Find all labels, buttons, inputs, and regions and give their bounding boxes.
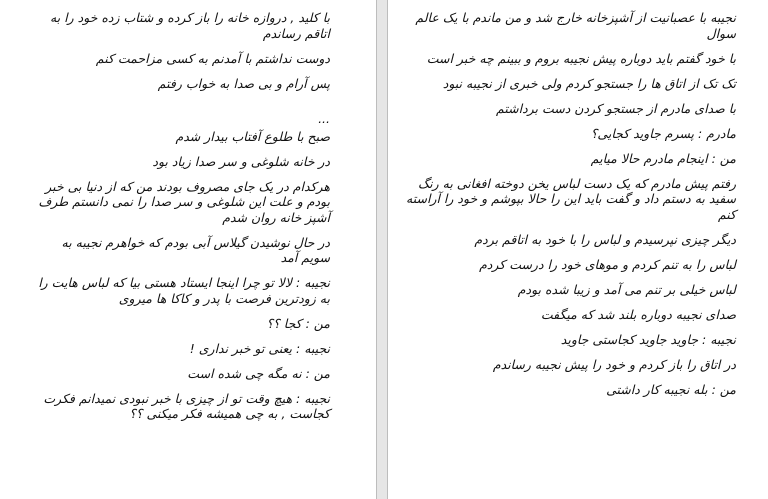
paragraph: لباس را به تنم کردم و موهای خود را درست کردم	[479, 256, 736, 272]
paragraph: نجیبه : یعنی تو خبر نداری !	[189, 340, 330, 356]
paragraph: با کلید , دروازه خانه را باز کرده و شتاب زده خود را به اتاقم رساندم	[50, 10, 330, 41]
paragraph: نجیبه : لالا تو چرا اینجا ایستاد هستی بیا که لباس هایت را به زودترین فرصت با پدر و کاکا ها میروی	[38, 275, 330, 306]
paragraph: من : بله نجیبه کار داشتی	[606, 381, 736, 397]
paragraph: من : کجا ؟؟	[266, 315, 330, 331]
paragraph: با خود گفتم باید دوباره پیش نجیبه بروم و ببینم چه خبر است	[426, 50, 736, 66]
left-page	[0, 0, 376, 499]
paragraph: لباس خیلی بر تنم می آمد و زیبا شده بودم	[517, 281, 736, 297]
left-page-text	[30, 10, 330, 431]
paragraph-ellipsis: ...	[318, 111, 330, 126]
paragraph: رفتم پیش مادرم که یک دست لباس یخن دوخته افغانی به رنگ سفید به دستم داد و گفت باید این را حالا بپوشم و خود را آراسته کنم	[406, 175, 736, 222]
paragraph: هرکدام در یک جای مصروف بودند من که از دنیا بی خبر بودم و علت این شلوغی و سر صدا را نمی دانستم طرف آشپز خانه روان شدم	[38, 178, 330, 225]
paragraph: نجیبه با عصبانیت از آشپزخانه خارج شد و من ماندم با یک عالم سوال	[415, 10, 736, 41]
paragraph: نجیبه : جاوید جاوید کجاستی جاوید	[560, 331, 736, 347]
paragraph: صدای نجیبه دوباره بلند شد که میگفت	[540, 306, 736, 322]
paragraph: در اتاق را باز کردم و خود را پیش نجیبه رساندم	[492, 356, 736, 372]
paragraph: صبح با طلوع آفتاب بیدار شدم	[175, 128, 330, 144]
paragraph: با صدای مادرم از جستجو کردن دست برداشتم	[496, 100, 736, 116]
paragraph: دیگر چیزی نپرسیدم و لباس را با خود به اتاقم بردم	[474, 231, 736, 247]
paragraph: مادرم : پسرم جاوید کجایی؟	[590, 125, 736, 141]
page-gutter	[376, 0, 388, 499]
paragraph: من : نه مگه چی شده است	[187, 365, 330, 381]
paragraph: نجیبه : هیچ وقت تو از چیزی با خبر نبودی نمیدانم فکرت کجاست , به چی همیشه فکر میکنی ؟؟	[43, 390, 330, 421]
paragraph: در خانه شلوغی و سر صدا زیاد بود	[152, 153, 330, 169]
paragraph: پس آرام و بی صدا به خواب رفتم	[157, 75, 330, 91]
paragraph: من : اینجام مادرم حالا میایم	[590, 150, 736, 166]
paragraph: در حال نوشیدن گیلاس آبی بودم که خواهرم نجیبه به سویم آمد	[61, 234, 330, 265]
right-page	[388, 0, 768, 499]
paragraph: دوست نداشتم با آمدنم به کسی مزاحمت کنم	[95, 50, 330, 66]
right-page-text	[406, 10, 736, 407]
paragraph: تک تک از اتاق ها را جستجو کردم ولی خبری از نجیبه نبود	[442, 75, 736, 91]
